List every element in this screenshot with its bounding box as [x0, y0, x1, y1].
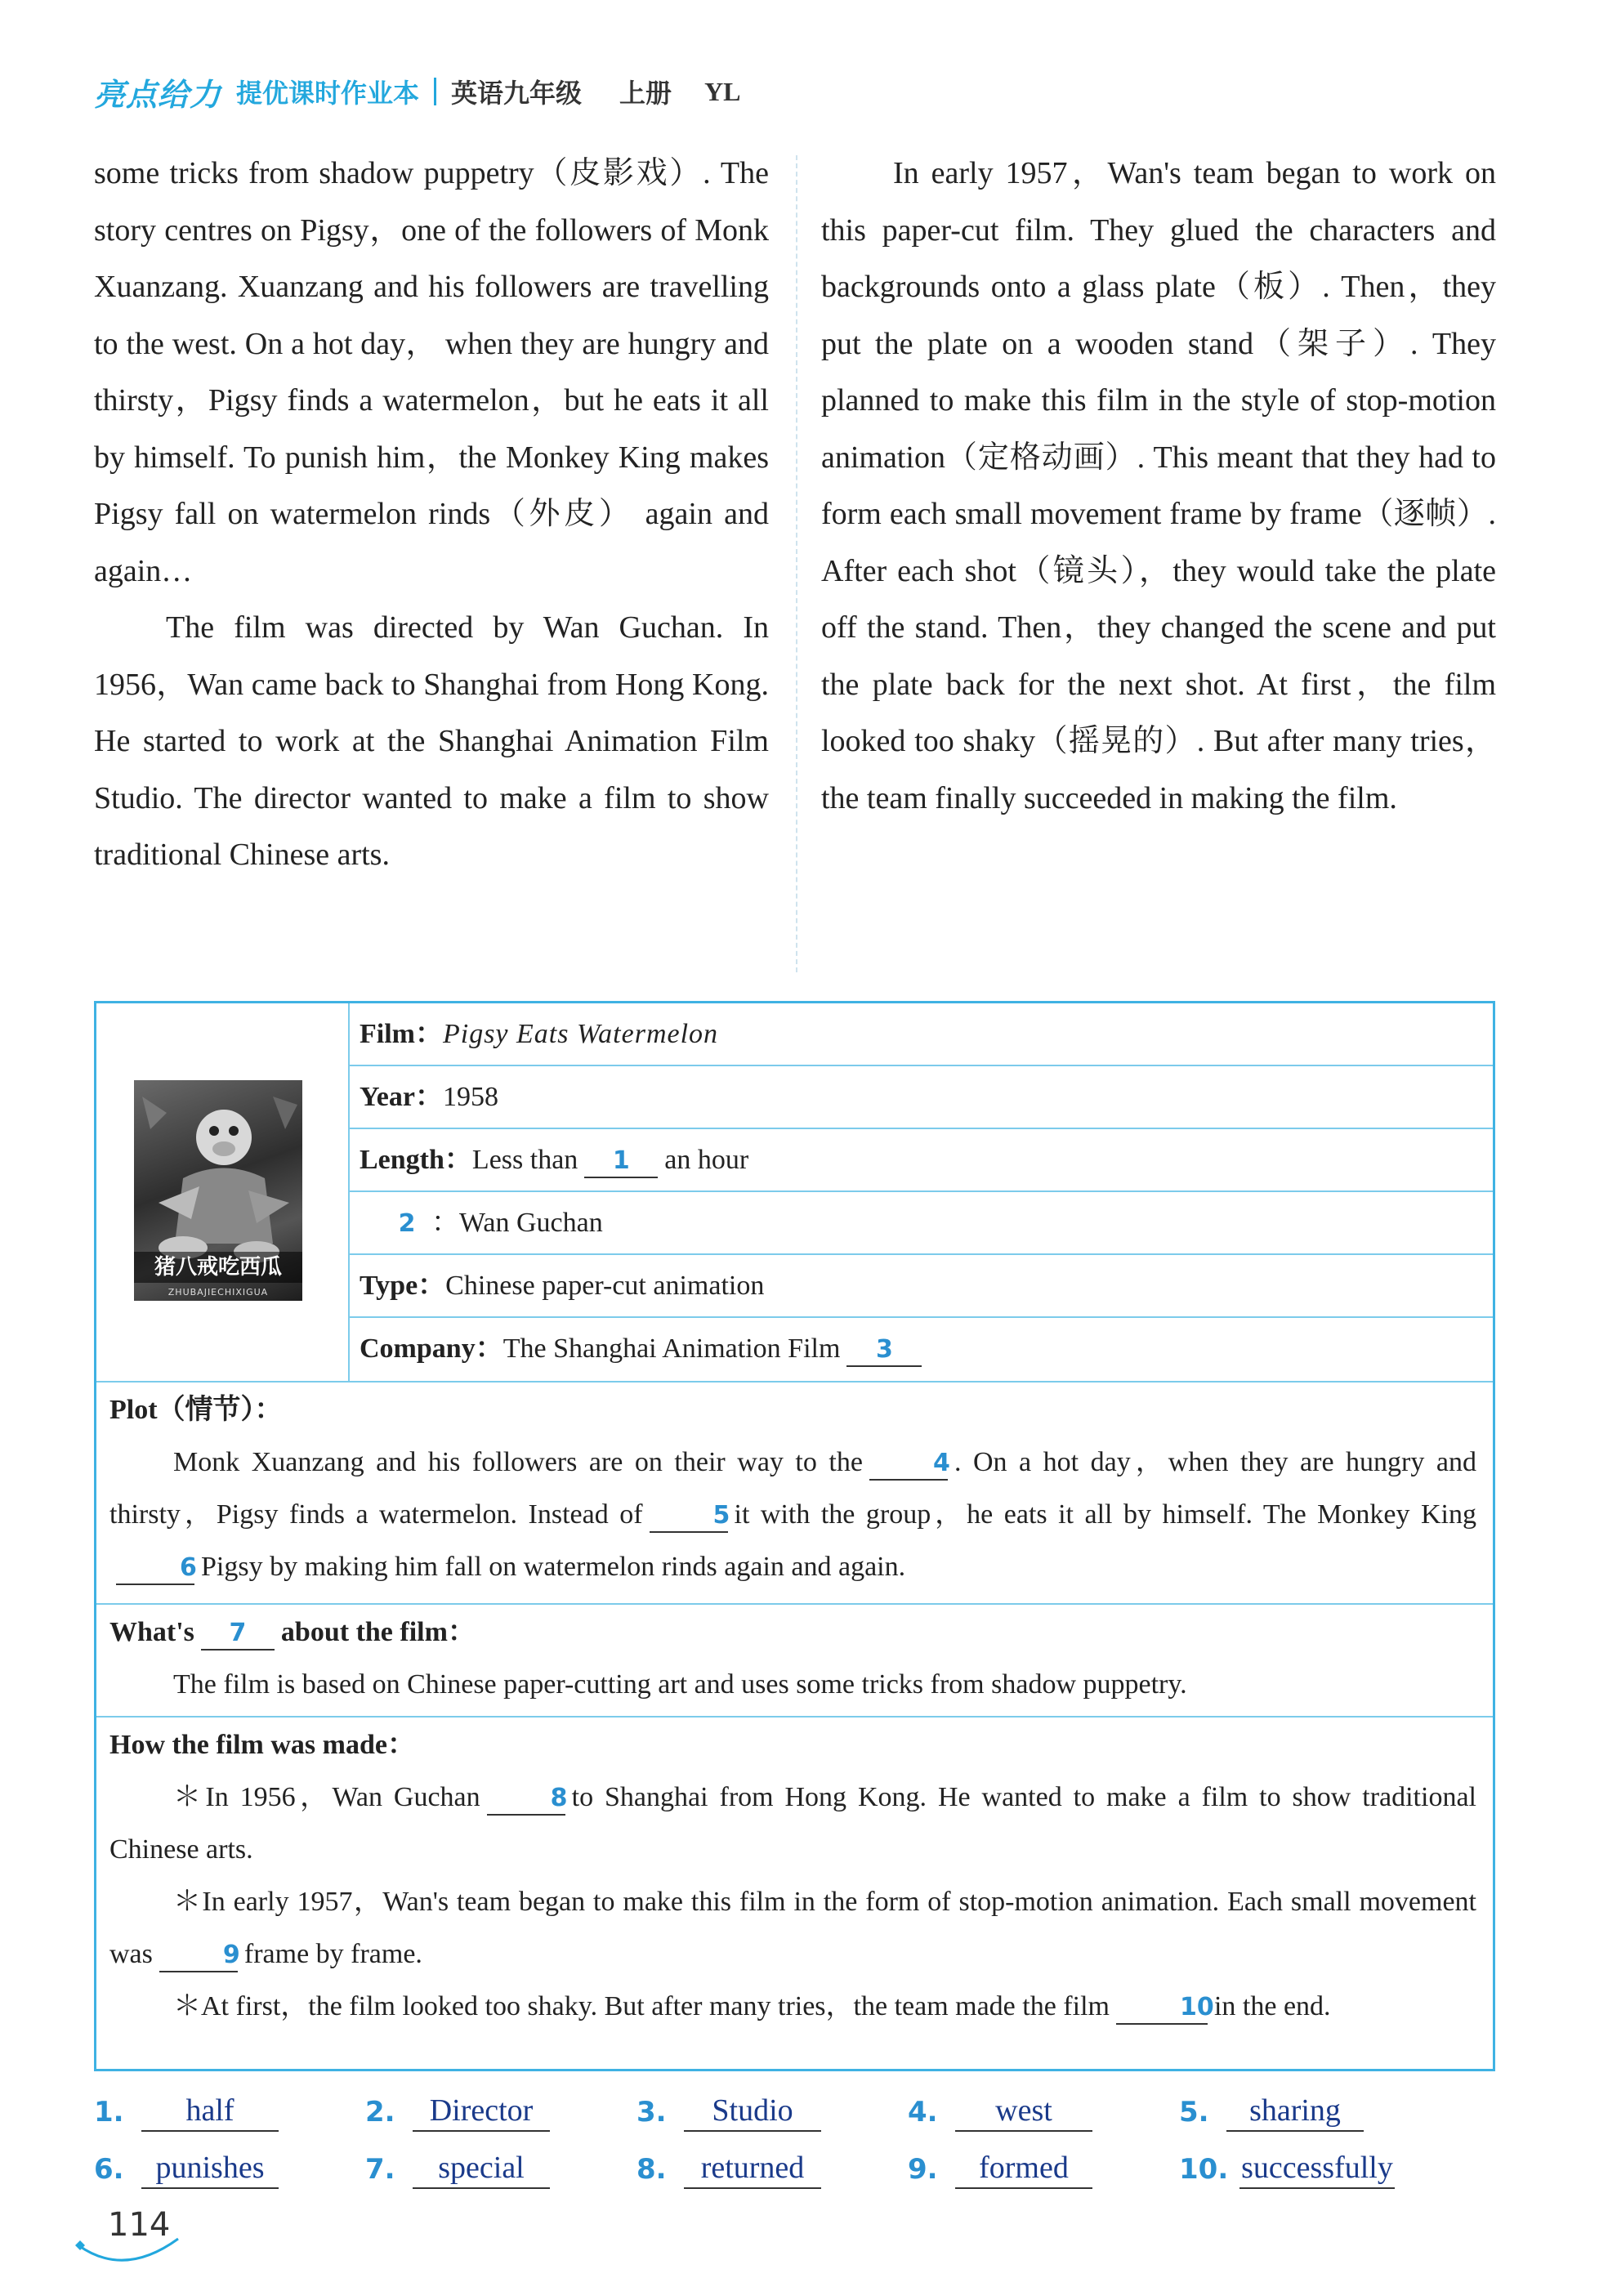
blank-8: 8 [487, 1783, 565, 1816]
answer-number: 7. [365, 2153, 395, 2186]
edition-label: YL [704, 76, 741, 106]
poster-title: 猪八戒吃西瓜 [134, 1252, 302, 1283]
film-label: Film： [360, 1019, 443, 1049]
film-info-table [94, 1001, 1495, 2071]
how-made-text-1a: ＊In 1956，Wan Guchan [173, 1782, 480, 1812]
answer-item [908, 2086, 1092, 2132]
answer-row [94, 2086, 1495, 2132]
answer-value: half [141, 2091, 279, 2132]
brand-logo: 亮点给力 [94, 76, 222, 113]
answer-number: 10. [1179, 2153, 1229, 2186]
special-section [96, 1606, 1493, 1718]
blank-4: 4 [869, 1448, 948, 1481]
answer-item [1179, 2143, 1395, 2189]
column-divider [796, 155, 797, 972]
answer-value: successfully [1239, 2148, 1395, 2189]
subject-label: 英语九年级 [451, 78, 583, 109]
answer-number: 1. [94, 2096, 124, 2128]
info-row-director [350, 1192, 1493, 1255]
special-heading [109, 1606, 1476, 1659]
answer-value: returned [684, 2148, 821, 2189]
answer-value: Director [413, 2091, 550, 2132]
type-value: Chinese paper-cut animation [445, 1271, 765, 1301]
blank-10: 10 [1116, 1992, 1208, 2025]
type-label: Type： [360, 1271, 446, 1301]
passage-left-column [94, 145, 769, 884]
film-info-grid [96, 1003, 1493, 1383]
length-before: Less than [471, 1145, 578, 1175]
film-value: Pigsy Eats Watermelon [442, 1019, 719, 1049]
answer-item [1179, 2086, 1364, 2132]
answer-item [94, 2143, 279, 2189]
how-made-item-3 [109, 1981, 1476, 2033]
info-row-company [350, 1318, 1493, 1381]
answer-value: punishes [141, 2148, 279, 2189]
blank-9: 9 [159, 1940, 238, 1972]
answer-item [636, 2143, 821, 2189]
how-made-text-1b: to Shanghai from Hong Kong. He wanted to make a film to show traditional Chinese arts. [109, 1782, 1476, 1865]
answer-value: west [955, 2091, 1092, 2132]
answer-value: Studio [684, 2091, 821, 2132]
info-row-year [350, 1066, 1493, 1129]
blank-3: 3 [846, 1334, 922, 1367]
film-poster [134, 1080, 302, 1301]
info-row-film [350, 1003, 1493, 1066]
year-value: 1958 [442, 1082, 498, 1112]
answer-number: 5. [1179, 2096, 1209, 2128]
blank-6: 6 [116, 1552, 194, 1585]
company-value: The Shanghai Animation Film [502, 1333, 841, 1364]
answer-item [94, 2086, 279, 2132]
answer-number: 8. [636, 2153, 667, 2186]
volume-label: 上册 [619, 78, 672, 109]
plot-text-1: Monk Xuanzang and his followers are on their way to the [173, 1447, 863, 1477]
blank-7: 7 [201, 1618, 275, 1651]
how-made-section [96, 1719, 1493, 2069]
how-made-text-3a: ＊At first，the film looked too shaky. But after many tries，the team made the film [173, 1991, 1110, 2021]
answer-number: 4. [908, 2096, 938, 2128]
year-label: Year： [360, 1082, 443, 1112]
how-made-item-2 [109, 1876, 1476, 1981]
how-made-text-2b: frame by frame. [243, 1939, 422, 1969]
answer-item [365, 2143, 550, 2189]
special-heading-before: What's [109, 1617, 194, 1647]
blank-2: 2 [398, 1209, 416, 1238]
passage-right-column [821, 145, 1496, 827]
answer-value: special [413, 2148, 550, 2189]
answer-number: 9. [908, 2153, 938, 2186]
length-label: Length： [360, 1145, 472, 1175]
info-row-type [350, 1255, 1493, 1318]
answer-item [636, 2086, 821, 2132]
how-made-text-3b: in the end. [1213, 1991, 1331, 2021]
length-after: an hour [664, 1145, 749, 1175]
plot-text-4: Pigsy by making him fall on watermelon rinds again and again. [201, 1552, 906, 1582]
plot-text [109, 1436, 1476, 1593]
passage-paragraph: In early 1957，Wan's team began to work on this paper-cut film. They glued the characters and backgrounds onto a glass plate（板）. Then，they put the plate on a wooden stand（架子）. They planned to make this film in the style of stop-motion animation（定格动画）. This meant that they had to form each small movement frame by frame（逐帧）. After each shot（镜头），they would take the plate off the stand. Then，they changed the scene and put the plate back for the next shot. At first，the film looked too shaky（摇晃的）. But after many tries，the team finally succeeded in making the film. [821, 156, 1496, 815]
poster-pinyin: ZHUBAJIECHIXIGUA [167, 1287, 269, 1298]
answer-item [908, 2143, 1092, 2189]
special-text: The film is based on Chinese paper-cutting art and uses some tricks from shadow puppetry. [173, 1669, 1187, 1700]
answer-number: 2. [365, 2096, 395, 2128]
plot-heading: Plot（情节）： [109, 1395, 283, 1425]
blank-1: 1 [584, 1146, 658, 1178]
company-label: Company： [360, 1333, 503, 1364]
passage-paragraph: some tricks from shadow puppetry（皮影戏）. The story centres on Pigsy，one of the followers of Monk Xuanzang. Xuanzang and his followers are travelling to the west. On a hot day， when they are hungry and thirsty，Pigsy finds a watermelon，but he eats it all by himself. To punish him，the Monkey King makes Pigsy fall on watermelon rinds（外皮） again and again… [94, 156, 769, 588]
answer-value: sharing [1226, 2091, 1364, 2132]
series-title: 提优课时作业本 [236, 78, 420, 109]
page-number: 114 [108, 2206, 171, 2244]
poster-cell [96, 1003, 350, 1381]
info-row-length [350, 1129, 1493, 1192]
how-made-item-1 [109, 1771, 1476, 1876]
plot-text-2: . On a hot day，when they are hungry and thirsty，Pigsy finds a watermelon. Instead of [109, 1447, 1476, 1530]
page-header [94, 67, 741, 116]
passage-paragraph: The film was directed by Wan Guchan. In 1956，Wan came back to Shanghai from Hong Kong. He started to work at the Shanghai Animation Film Studio. The director wanted to make a film to show traditional Chinese arts. [94, 610, 769, 872]
answer-value: formed [955, 2148, 1092, 2189]
answer-row [94, 2143, 1495, 2189]
header-divider [434, 78, 436, 105]
answer-number: 3. [636, 2096, 667, 2128]
how-made-heading: How the film was made： [109, 1730, 415, 1760]
answer-number: 6. [94, 2153, 124, 2186]
plot-section [96, 1383, 1493, 1605]
answer-item [365, 2086, 550, 2132]
director-value: ：Wan Guchan [431, 1208, 603, 1238]
plot-text-3: it with the group，he eats it all by himself. The Monkey King [734, 1499, 1476, 1530]
blank-5: 5 [650, 1500, 728, 1533]
special-heading-after: about the film： [280, 1617, 476, 1647]
how-made-text-2a: ＊In early 1957，Wan's team began to make this film in the form of stop-motion animation. Each small movement was [109, 1887, 1476, 1969]
